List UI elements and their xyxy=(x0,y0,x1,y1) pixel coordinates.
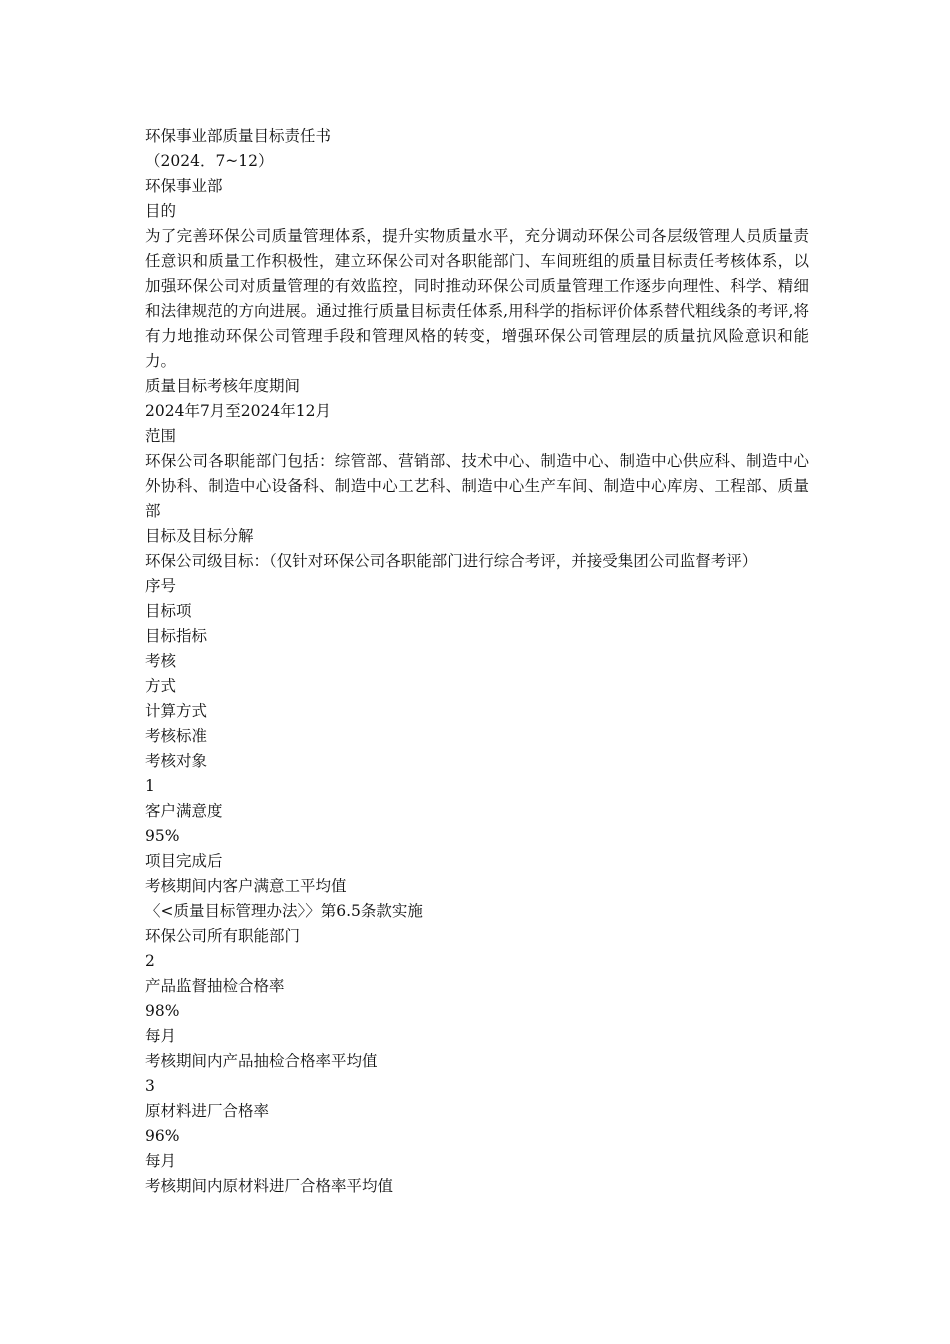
row-3-item: 原材料进厂合格率 xyxy=(145,1102,270,1120)
row-3-method: 每月 xyxy=(145,1152,177,1170)
purpose-paragraph: 为了完善环保公司质量管理体系，提升实物质量水平，充分调动环保公司各层级管理人员质量责任意识和质量工作积极性，建立环保公司对各职能部门、车间班组的质量目标责任考核体系，以加强环保公司对质量管理的有效监控，同时推动环保公司质量管理工作逐步向理性、科学、精细和法律规范的方向进展。通过推行质量目标责任体系,用科学的指标评价体系替代粗线条的考评,将有力地推动环保公司管理手段和管理风格的转变，增强环保公司管理层的质量抗风险意识和能力。 xyxy=(145,227,809,370)
purpose-heading: 目的 xyxy=(145,202,177,220)
document-period-short: （2024．7~12） xyxy=(145,152,274,170)
row-3-no: 3 xyxy=(145,1077,155,1095)
company-target-paragraph: 环保公司级目标：（仅针对环保公司各职能部门进行综合考评，并接受集团公司监督考评） xyxy=(145,552,758,570)
table-header-standard: 考核标准 xyxy=(145,727,208,745)
row-3-target: 96% xyxy=(145,1127,180,1145)
table-header-target: 目标指标 xyxy=(145,627,208,645)
table-header-no: 序号 xyxy=(145,577,177,595)
period-text: 2024年7月至2024年12月 xyxy=(145,402,331,420)
row-1-object: 环保公司所有职能部门 xyxy=(145,927,301,945)
targets-heading: 目标及目标分解 xyxy=(145,527,254,545)
row-1-target: 95% xyxy=(145,827,180,845)
row-1-item: 客户满意度 xyxy=(145,802,223,820)
table-header-assessment: 考核 xyxy=(145,652,177,670)
row-2-target: 98% xyxy=(145,1002,180,1020)
row-2-no: 2 xyxy=(145,952,155,970)
document-page xyxy=(145,124,809,1199)
row-2-item: 产品监督抽检合格率 xyxy=(145,977,285,995)
row-1-standard: 〈<质量目标管理办法〉〉第6.5条款实施 xyxy=(145,902,423,920)
document-title: 环保事业部质量目标责任书 xyxy=(145,127,332,145)
row-1-no: 1 xyxy=(145,777,155,795)
table-header-method: 方式 xyxy=(145,677,177,695)
table-header-object: 考核对象 xyxy=(145,752,208,770)
row-1-method: 项目完成后 xyxy=(145,852,223,870)
department-name: 环保事业部 xyxy=(145,177,223,195)
table-header-item: 目标项 xyxy=(145,602,192,620)
table-header-calc: 计算方式 xyxy=(145,702,208,720)
row-3-calc: 考核期间内原材料进厂合格率平均值 xyxy=(145,1177,394,1195)
row-1-calc: 考核期间内客户满意工平均值 xyxy=(145,877,347,895)
row-2-calc: 考核期间内产品抽检合格率平均值 xyxy=(145,1052,378,1070)
scope-paragraph: 环保公司各职能部门包括：综管部、营销部、技术中心、制造中心、制造中心供应科、制造中心外协科、制造中心设备科、制造中心工艺科、制造中心生产车间、制造中心库房、工程部、质量部 xyxy=(145,452,809,520)
period-heading: 质量目标考核年度期间 xyxy=(145,377,301,395)
row-2-method: 每月 xyxy=(145,1027,177,1045)
scope-heading: 范围 xyxy=(145,427,177,445)
